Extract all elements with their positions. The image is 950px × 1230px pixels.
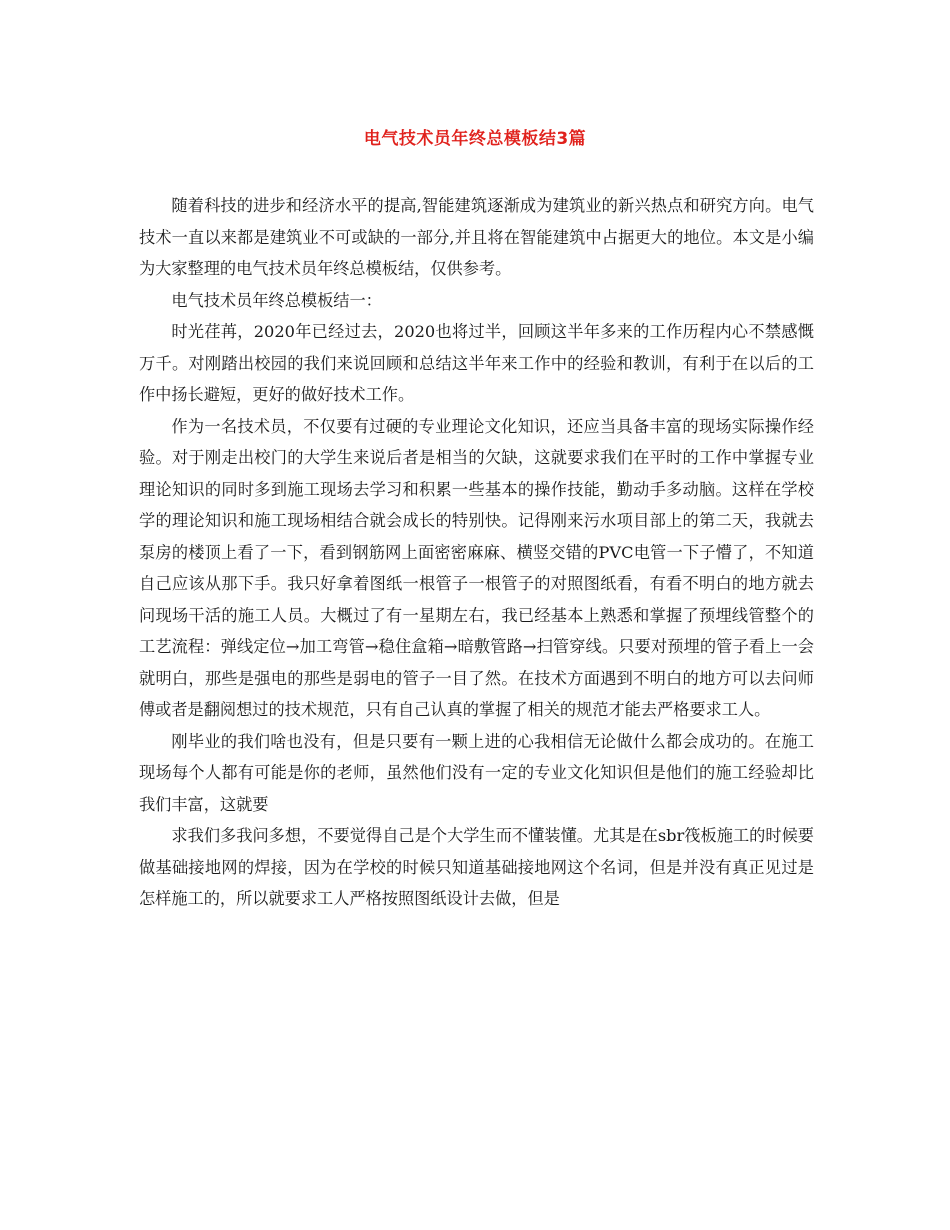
- paragraph-sbr: 求我们多我问多想，不要觉得自己是个大学生而不懂装懂。尤其是在sbr筏板施工的时候要做基础接地网的焊接，因为在学校的时候只知道基础接地网这个名词，但是并没有真正见过是怎样施工的，所以就要求工人严格按照图纸设计去做，但是: [139, 826, 814, 908]
- document-body: [139, 190, 814, 915]
- paragraph-graduate: 刚毕业的我们啥也没有，但是只要有一颗上进的心我相信无论做什么都会成功的。在施工现场每个人都有可能是你的老师，虽然他们没有一定的专业文化知识但是他们的施工经验却比我们丰富，这就要: [139, 731, 814, 814]
- paragraph-time: 时光荏苒，2020年已经过去，2020也将过半，回顾这半年多来的工作历程内心不禁感慨万千。对刚踏出校园的我们来说回顾和总结这半年来工作中的经验和教训，有利于在以后的工作中扬长避短，更好的做好技术工作。: [139, 322, 814, 404]
- paragraph-intro: 随着科技的进步和经济水平的提高,智能建筑逐渐成为建筑业的新兴热点和研究方向。电气技术一直以来都是建筑业不可或缺的一部分,并且将在智能建筑中占据更大的地位。本文是小编为大家整理的电气技术员年终总模板结，仅供参考。: [139, 196, 814, 278]
- document-title: 电气技术员年终总模板结3篇: [363, 129, 587, 149]
- paragraph-technician: 作为一名技术员，不仅要有过硬的专业理论文化知识，还应当具备丰富的现场实际操作经验。对于刚走出校门的大学生来说后者是相当的欠缺，这就要求我们在平时的工作中掌握专业理论知识的同时多到施工现场去学习和积累一些基本的操作技能，勤动手多动脑。这样在学校学的理论知识和施工现场相结合就会成长的特别快。记得刚来污水项目部上的第二天，我就去泵房的楼顶上看了一下，看到钢筋网上面密密麻麻、横竖交错的PVC电管一下子懵了，不知道自己应该从那下手。我只好拿着图纸一根管子一根管子的对照图纸看，有看不明白的地方就去问现场干活的施工人员。大概过了有一星期左右，我已经基本上熟悉和掌握了预埋线管整个的工艺流程：弹线定位→加工弯管→稳住盒箱→暗敷管路→扫管穿线。只要对预埋的管子看上一会就明白，那些是强电的那些是弱电的管子一目了然。在技术方面遇到不明白的地方可以去问师傅或者是翻阅想过的技术规范，只有自己认真的掌握了相关的规范才能去严格要求工人。: [139, 416, 814, 719]
- paragraph-section-heading: 电气技术员年终总模板结一：: [171, 290, 382, 310]
